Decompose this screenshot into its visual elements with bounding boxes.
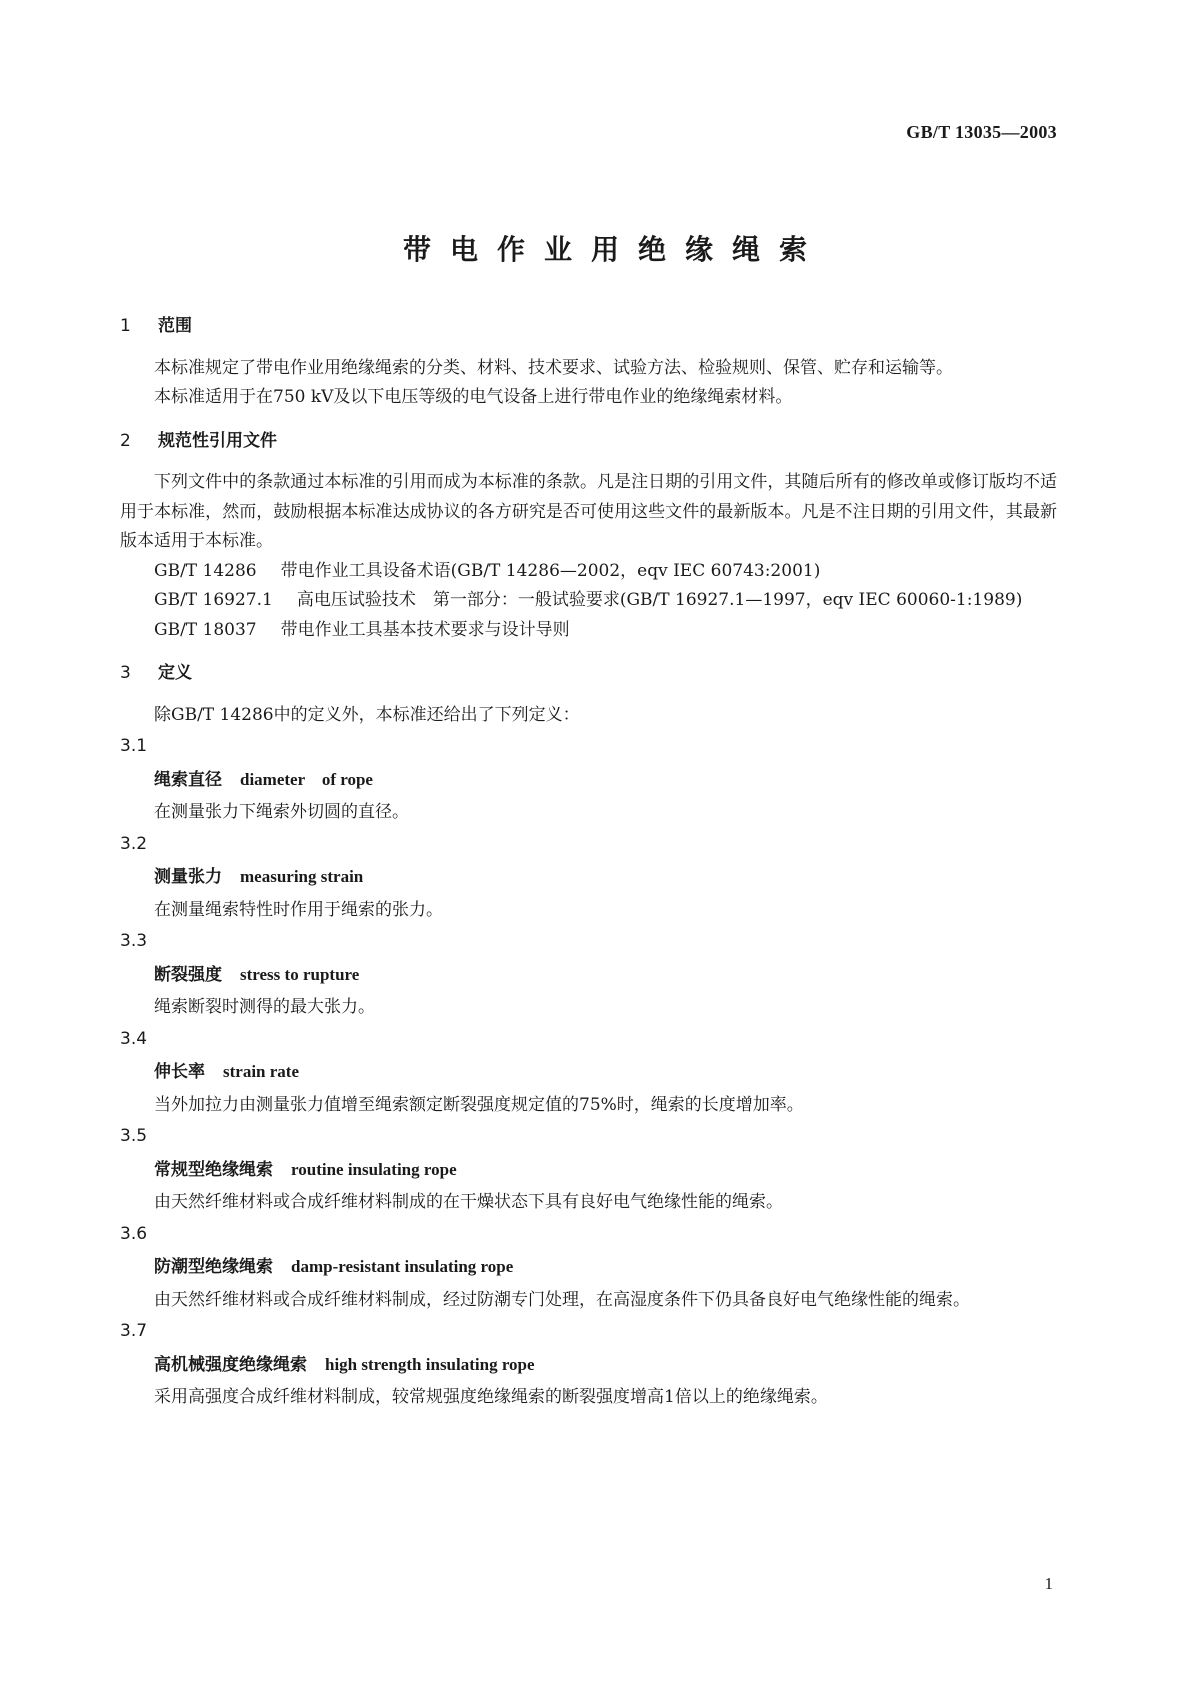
term-en: damp-resistant insulating rope <box>291 1257 514 1276</box>
definition-term <box>120 1155 1057 1186</box>
term-zh: 高机械强度绝缘绳索 <box>154 1354 307 1375</box>
reference-code: GB/T 18037 <box>154 619 257 640</box>
definition-term <box>120 765 1057 796</box>
section-3-heading <box>120 659 1057 689</box>
definition-number: 3.3 <box>120 931 148 951</box>
definition-text: 由天然纤维材料或合成纤维材料制成，经过防潮专门处理，在高湿度条件下仍具备良好电气绝缘性能的绳索。 <box>154 1289 970 1310</box>
definition-number: 3.1 <box>120 736 148 756</box>
term-zh: 伸长率 <box>154 1062 205 1082</box>
paragraph: 除GB/T 14286中的定义外，本标准还给出了下列定义： <box>154 704 580 725</box>
definition-text: 绳索断裂时测得的最大张力。 <box>154 997 375 1017</box>
paragraph: 本标准适用于在750 kV及以下电压等级的电气设备上进行带电作业的绝缘绳索材料。 <box>154 387 793 407</box>
standard-code: GB/T 13035—2003 <box>906 122 1057 142</box>
term-zh: 测量张力 <box>154 867 222 887</box>
definition-term <box>120 960 1057 991</box>
definition-number: 3.5 <box>120 1126 148 1146</box>
paragraph: 下列文件中的条款通过本标准的引用而成为本标准的条款。凡是注日期的引用文件，其随后所有的修改单或修订版均不适用于本标准，然而，鼓励根据本标准达成协议的各方研究是否可使用这些文件的最新版本。凡是不注日期的引用文件，其最新版本适用于本标准。 <box>120 472 1057 551</box>
definition-text: 在测量绳索特性时作用于绳索的张力。 <box>154 899 443 920</box>
page-number: 1 <box>1044 1574 1053 1593</box>
definition-term <box>120 1057 1057 1088</box>
definition-term <box>120 1350 1057 1381</box>
definition-term <box>120 862 1057 893</box>
term-en: diameter of rope <box>240 769 373 789</box>
document-title: 带电作业用绝缘绳索 <box>402 233 826 266</box>
term-zh: 防潮型绝缘绳索 <box>154 1257 273 1277</box>
document-body <box>120 312 1057 1413</box>
reference-code: GB/T 14286 <box>154 560 257 581</box>
term-zh: 常规型绝缘绳索 <box>154 1159 273 1180</box>
term-en: high strength insulating rope <box>325 1354 535 1374</box>
section-number: 3 <box>120 663 131 683</box>
section-title: 规范性引用文件 <box>158 430 277 451</box>
term-en: measuring strain <box>240 867 364 886</box>
term-zh: 绳索直径 <box>154 769 222 790</box>
section-1-heading <box>120 312 1057 342</box>
section-number: 1 <box>120 316 131 336</box>
term-en: stress to rupture <box>240 964 360 984</box>
definition-term <box>120 1252 1057 1283</box>
definition-number: 3.6 <box>120 1223 148 1244</box>
reference-item <box>120 616 1057 646</box>
section-title: 范围 <box>158 316 192 336</box>
reference-code: GB/T 16927.1 <box>154 590 273 610</box>
definition-text: 采用高强度合成纤维材料制成，较常规强度绝缘绳索的断裂强度增高1倍以上的绝缘绳索。 <box>154 1387 828 1407</box>
reference-text: 带电作业工具基本技术要求与设计导则 <box>280 619 570 640</box>
definition-text: 由天然纤维材料或合成纤维材料制成的在干燥状态下具有良好电气绝缘性能的绳索。 <box>154 1192 783 1212</box>
paragraph: 本标准规定了带电作业用绝缘绳索的分类、材料、技术要求、试验方法、检验规则、保管、贮存和运输等。 <box>154 357 953 378</box>
term-en: strain rate <box>223 1062 300 1081</box>
reference-text: 高电压试验技术 第一部分：一般试验要求(GB/T 16927.1—1997，eqv IEC 60060-1:1989) <box>296 590 1023 610</box>
term-en: routine insulating rope <box>291 1159 457 1179</box>
definition-number: 3.2 <box>120 833 148 854</box>
section-title: 定义 <box>158 663 192 683</box>
reference-item <box>120 586 1057 616</box>
section-2-heading <box>120 427 1057 457</box>
definition-text: 在测量张力下绳索外切圆的直径。 <box>154 802 409 822</box>
definition-number: 3.7 <box>120 1321 148 1341</box>
definition-text: 当外加拉力由测量张力值增至绳索额定断裂强度规定值的75%时，绳索的长度增加率。 <box>154 1094 804 1115</box>
reference-item <box>120 557 1057 587</box>
reference-text: 带电作业工具设备术语(GB/T 14286—2002，eqv IEC 60743:2001) <box>280 560 821 581</box>
term-zh: 断裂强度 <box>154 964 222 985</box>
definition-number: 3.4 <box>120 1028 148 1049</box>
section-number: 2 <box>120 430 131 451</box>
